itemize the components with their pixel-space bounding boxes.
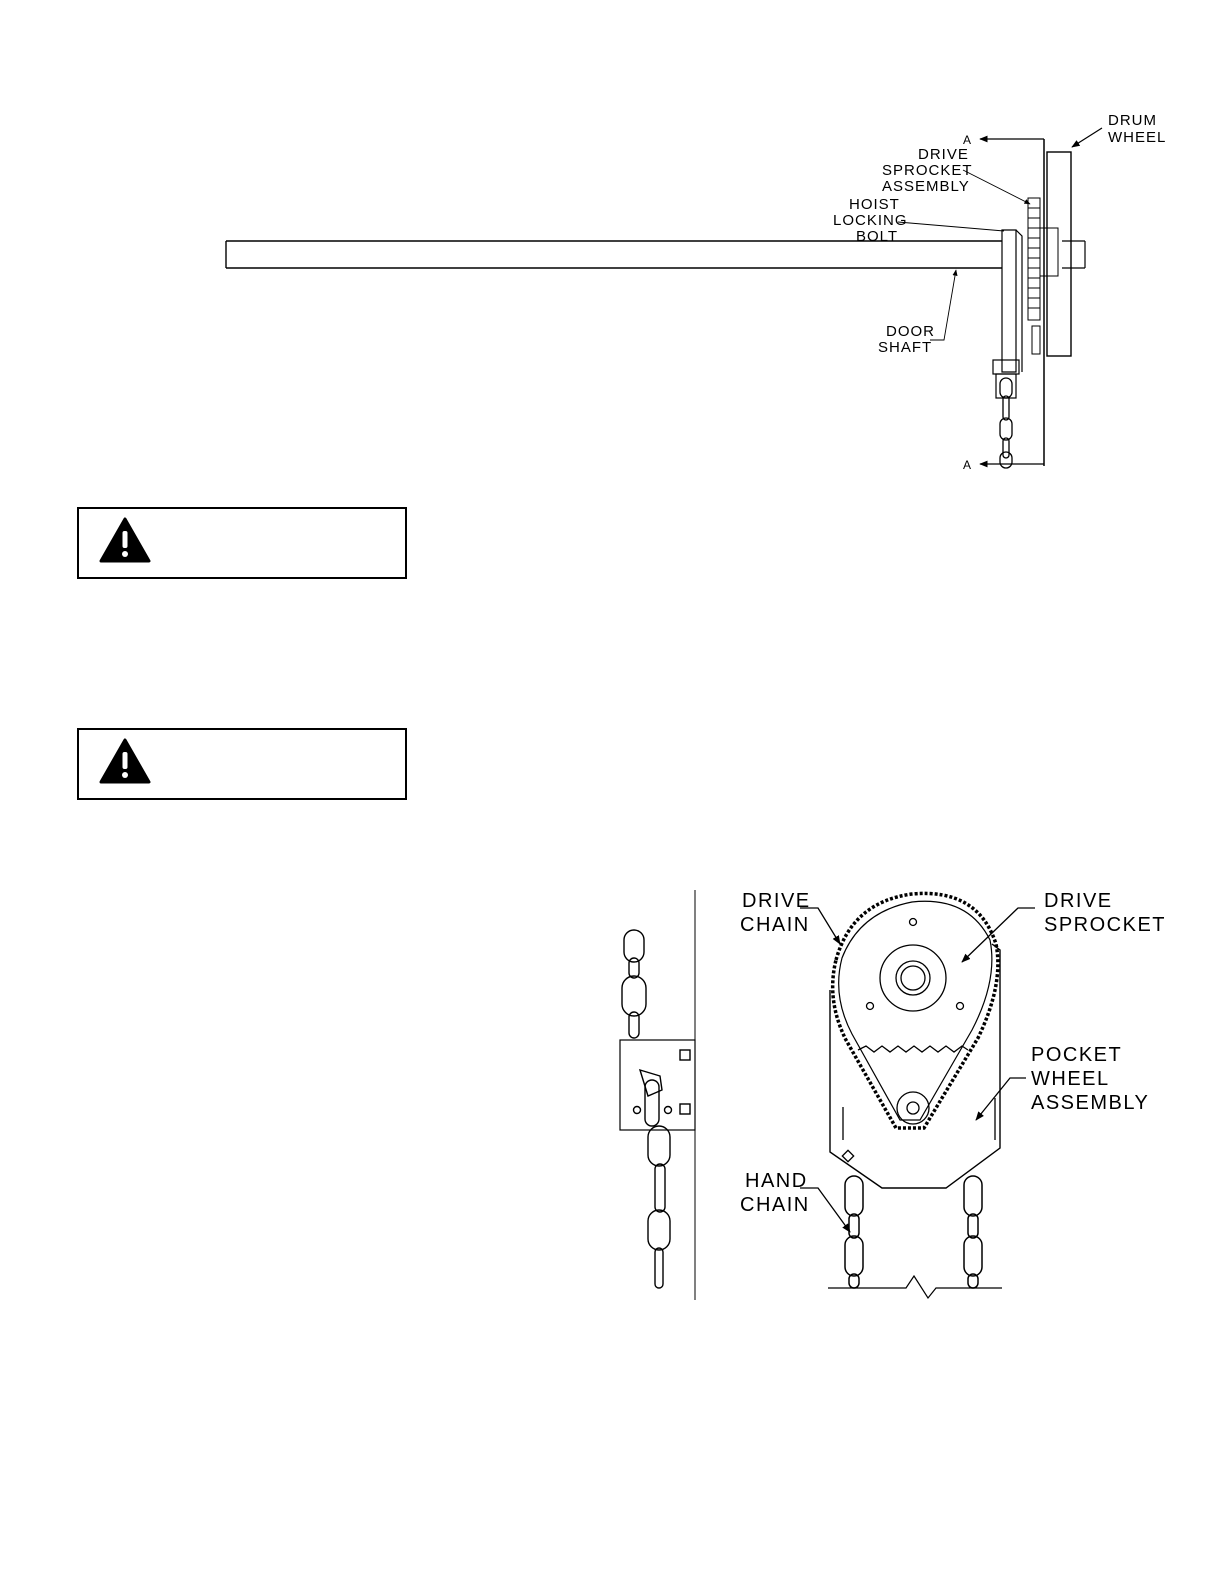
bottom-side-view-diagram — [620, 890, 695, 1300]
hand-chain-right — [964, 1176, 982, 1288]
drive-sprocket-assembly — [1028, 198, 1058, 354]
label-assembly: ASSEMBLY — [882, 178, 970, 195]
label-wheel-2: WHEEL — [1031, 1068, 1110, 1090]
label-sprocket: SPROCKET — [882, 162, 973, 179]
label-locking: LOCKING — [833, 212, 908, 229]
label-assembly-2: ASSEMBLY — [1031, 1092, 1150, 1114]
drum-wheel — [1047, 152, 1071, 356]
label-drive-sprocket-2: SPROCKET — [1044, 914, 1167, 936]
label-drive-sprocket-1: DRIVE — [1044, 890, 1113, 912]
section-label-a-bottom: A — [963, 458, 973, 472]
top-side-view-diagram — [226, 128, 1102, 468]
label-chain: CHAIN — [740, 1194, 810, 1216]
label-hand: HAND — [745, 1170, 808, 1192]
bottom-front-view-diagram — [800, 893, 1035, 1298]
label-pocket: POCKET — [1031, 1044, 1123, 1066]
section-label-a-top: A — [963, 133, 973, 147]
label-drive-chain-1: DRIVE — [742, 890, 811, 912]
label-hoist: HOIST — [849, 196, 900, 213]
hand-chain-left — [845, 1176, 863, 1288]
top-hand-chain — [1000, 378, 1012, 468]
label-wheel: WHEEL — [1108, 129, 1167, 146]
pocket-wheel-housing — [830, 944, 1000, 1188]
label-door: DOOR — [886, 323, 935, 340]
label-bolt: BOLT — [856, 228, 899, 245]
label-drive: DRIVE — [918, 146, 969, 163]
label-shaft: SHAFT — [878, 339, 933, 356]
label-drum: DRUM — [1108, 112, 1157, 129]
label-drive-chain-2: CHAIN — [740, 914, 810, 936]
